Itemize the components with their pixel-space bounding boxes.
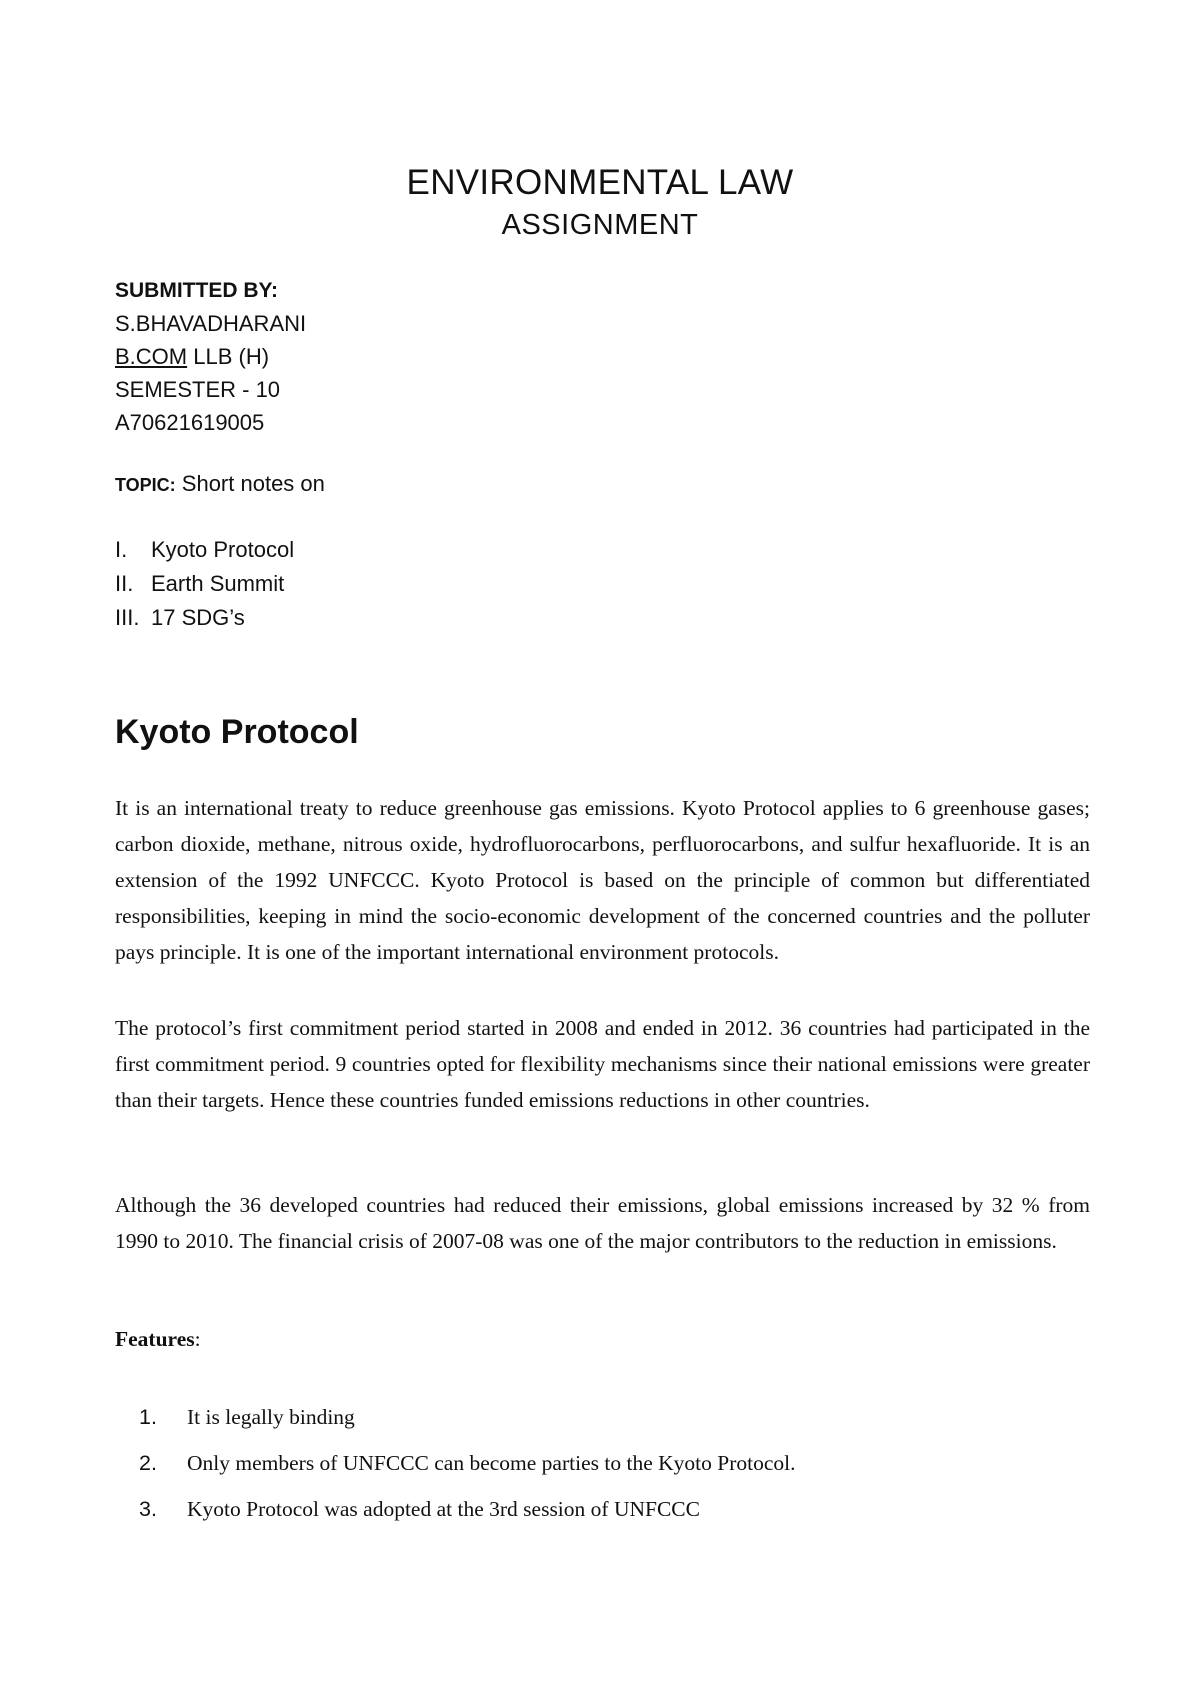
topic-text: Short notes on [175,471,325,496]
student-name: S.BHAVADHARANI [115,311,307,336]
list-item-text: It is legally binding [187,1405,355,1429]
list-item [115,601,294,635]
list-item-text: Only members of UNFCCC can become parties to the Kyoto Protocol. [187,1451,796,1475]
list-item-number: III. [115,605,140,630]
list-item-number: 2. [139,1451,157,1475]
course [115,340,306,373]
list-item-label: Earth Summit [151,571,285,596]
list-item-label: Kyoto Protocol [151,537,295,562]
topic-line [115,471,325,497]
list-item-number: 1. [139,1405,157,1429]
list-item-number: I. [115,537,128,562]
features-label: Features [115,1327,195,1351]
features-list [115,1394,795,1532]
submission-info [115,274,306,439]
paragraph: The protocol’s first commitment period started in 2008 and ended in 2012. 36 countries had participated in the first commitment period. 9 countries opted for flexibility mechanisms since their national emissions were greater than their targets. Hence these countries funded emissions reductions in other countries. [115,1016,1090,1112]
list-item-number: 3. [139,1497,157,1521]
submitted-by-label: SUBMITTED BY: [115,279,278,302]
features-heading [115,1327,201,1352]
features-colon: : [194,1327,201,1351]
list-item [115,1486,795,1532]
list-item [115,1440,795,1486]
paragraph: Although the 36 developed countries had reduced their emissions, global emissions increased by 32 % from 1990 to 2010. The financial crisis of 2007-08 was one of the major contributors to the reduction in emissions. [115,1193,1090,1253]
paragraph: It is an international treaty to reduce greenhouse gas emissions. Kyoto Protocol applies to 6 greenhouse gases; carbon dioxide, methane, nitrous oxide, hydrofluorocarbons, perfluorocarbons, and sulfur hexafluoride. It is an extension of the 1992 UNFCCC. Kyoto Protocol is based on the principle of common but differentiated responsibilities, keeping in mind the socio-economic development of the concerned countries and the polluter pays principle. It is one of the important international environment protocols. [115,796,1090,964]
topic-list [115,533,294,635]
list-item [115,567,294,601]
course-link[interactable]: B.COM [115,344,188,369]
list-item-label: 17 SDG’s [151,605,245,630]
semester: SEMESTER - 10 [115,377,281,402]
document-title: ENVIRONMENTAL LAW [406,163,794,202]
list-item [115,533,294,567]
topic-label: TOPIC: [115,475,176,495]
document-subtitle: ASSIGNMENT [501,209,699,241]
list-item [115,1394,795,1440]
enrollment-number: A70621619005 [115,410,265,435]
section-heading: Kyoto Protocol [115,713,359,751]
list-item-number: II. [115,571,134,596]
course-rest: LLB (H) [187,344,270,369]
list-item-text: Kyoto Protocol was adopted at the 3rd session of UNFCCC [187,1497,700,1521]
